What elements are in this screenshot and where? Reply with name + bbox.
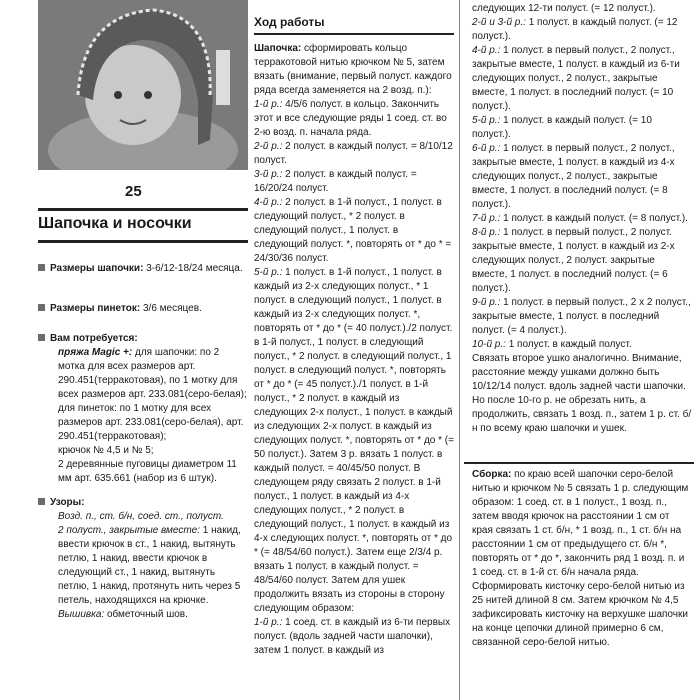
row-key: 6-й р.: [472,143,501,154]
bullet-square-icon [38,264,45,271]
bullet-square-icon [38,304,45,311]
hat-sizes-label: Размеры шапочки: [50,263,144,274]
materials-line: для шапочки: по 2 мотка для всех размеров арт. 290.451(терракотовая), по 1 мотку для всех размеров арт. 233.081(серо-белая); [58,347,247,400]
assembly-section [472,468,692,650]
row-key: 1-й р.: [254,617,283,628]
assembly-rule [464,462,694,464]
hat-intro-text: сформировать кольцо терракотовой нитью крючком № 5, затем вязать (внимание, первый полуст. каждого ряда всегда заменяется на 2 возд. п.): [254,43,452,96]
yarn-label: пряжа Magic +: [58,347,133,358]
title-rule-top [38,208,248,211]
row-key: 5-й р.: [472,115,501,126]
assembly-text: по краю всей шапочки серо-белой нитью и крючком № 5 связать 1 р. следующим образом: 1 соед. ст. в 1 полуст., 1 возд. п., затем вводя крючок на расстоянии 1 см от края связать 1 ст. б/н, * 1 возд. п., 1 ст. б/н на расстоянии 1 см от предыдущего ст. б/н *, повторять от * до *, закончить ряд 1 возд. п. и 1 соед. ст. в 1-й ст. б/н начала ряда. Сформировать кисточку серо-белой нитью из 25 нитей длиной 8 см. Затем крючком № 4,5 зафиксировать кисточку на верхушке шапочки на конце цепочки длиной примерно 6 см, связанной серо-белой нитью. [472,469,689,648]
work-column-2 [254,42,454,658]
pattern-line: Возд. п., ст. б/н, соед. ст., полуст. [58,511,224,522]
hat-intro-label: Шапочка: [254,43,302,54]
row-key: 7-й р.: [472,213,501,224]
booties-sizes-label: Размеры пинеток: [50,303,141,314]
title-rule-bottom [38,240,248,243]
hat-sizes [38,262,248,276]
pattern-term: Вышивка: [58,609,105,620]
assembly-label: Сборка: [472,469,512,480]
row-text: 1 полуст. в первый полуст., 2 полуст., закрытые вместе, 1 полуст. в каждый из 4-х следующих полуст., 2 полуст., закрытые вместе, 1 полуст. в последний полуст. (= 8 полуст.). [472,143,675,210]
pattern-line: 1 накид, ввести крючок в ст., 1 накид, вытянуть петлю, 1 накид, ввести крючок в следующий ст., 1 накид, вытянуть петлю, 1 накид, протянуть нить через 5 петель, находящихся на крючке. [58,525,241,606]
materials-line: для пинеток: по 1 мотку для всех размеров арт. 233.081(серо-белая), арт. 290.451(терракотовая); [58,403,244,442]
row-text: 1 полуст. в первый полуст., 2 х 2 полуст., закрытые вместе, 1 полуст. в последний полуст. (= 4 полуст.). [472,297,691,336]
patterns-section [38,496,248,622]
row-text: 1 соед. ст. в каждый из 6-ти первых полуст. (вдоль задней части шапочки), затем 1 полуст. в каждый из [254,617,451,656]
child-hat-photo [38,0,248,170]
work-heading: Ход работы [254,14,454,35]
row-text: следующих 12-ти полуст. (= 12 полуст.). [472,3,656,14]
row-key: 2-й р.: [254,141,283,152]
hat-sizes-value: 3-6/12-18/24 месяца. [146,263,243,274]
row-text: 1 полуст. в 1-й полуст., 1 полуст. в каждый из 2-х следующих полуст., * 1 полуст. в следующий полуст., 1 полуст. в каждый из 2-х следующих полуст. *, повторять от * до * (= 40 полуст.)./2 полуст. в 1-й полуст., 1 полуст. в следующий полуст., * 2 полуст. в следующий полуст., 1 полуст. в следующий полуст. *, повторять от * до * (= 45 полуст.)./1 полуст. в 1-й полуст., * 2 полуст. в каждый из следующих 2-х полуст., 1 полуст. в каждый из следующих 2-х полуст. в каждый из следующих полуст. *, повторять от * до * (= 50 полуст.). Затем 3 р. вязать 1 полуст. в каждый полуст. = 40/45/50 полуст. В следующем ряду связать 2 полуст. в 1-й полуст., 1 полуст. в каждый из 4-х следующих полуст., * 2 полуст. в следующий полуст., 1 полуст. в каждый из 4-х следующих полуст. *, повторять от * до * (= 48/54/60 полуст.). Затем еще 2/3/4 р. вязать 1 полуст. в каждый полуст. = 48/54/60 полуст. Затем для ушек продолжить вязать из стороны в сторону следующим образом: [254,267,454,614]
hat-illustration [38,0,248,170]
row-key: 1-й р.: [254,99,283,110]
row-key: 3-й р.: [254,169,283,180]
materials-line: крючок № 4,5 и № 5; [58,445,154,456]
row-key: 2-й и 3-й р.: [472,17,526,28]
row-text: 1 полуст. в первый полуст., 2 полуст., закрытые вместе, 1 полуст. в каждый из 6-ти следующих полуст., 2 полуст., закрытые вместе, 1 полуст. в последний полуст. (= 10 полуст.). [472,45,680,112]
row-text: 1 полуст. в каждый полуст. (= 8 полуст.). [503,213,688,224]
work-column-3 [472,2,692,436]
row-text: 1 полуст. в каждый полуст. (= 10 полуст.). [472,115,652,140]
row-key: 10-й р.: [472,339,506,350]
row-text: 2 полуст. в каждый полуст. = 8/10/12 полуст. [254,141,453,166]
bullet-square-icon [38,498,45,505]
materials-label: Вам потребуется: [50,333,138,344]
row-text: Связать второе ушко аналогично. Внимание, расстояние между ушками должно быть 10/12/14 полуст. вдоль задней части шапочки. Но после 10-го р. не обрезать нить, а продолжить, связать 1 возд. п., затем 1 р. ст. б/н по всему краю шапочки и ушек. [472,353,692,434]
booties-sizes [38,302,248,316]
materials-section [38,332,248,486]
row-key: 9-й р.: [472,297,501,308]
patterns-label: Узоры: [50,497,85,508]
row-key: 4-й р.: [254,197,283,208]
column-divider [459,0,460,700]
row-key: 4-й р.: [472,45,501,56]
row-text: 2 полуст. в каждый полуст. = 16/20/24 полуст. [254,169,417,194]
materials-line: 2 деревянные пуговицы диаметром 11 мм арт. 635.661 (набор из 6 штук). [58,459,237,484]
row-text: 2 полуст. в 1-й полуст., 1 полуст. в следующий полуст., * 2 полуст. в следующий полуст., 1 полуст. в следующий полуст. *, повторять от * до * = 24/30/36 полуст. [254,197,452,264]
row-text: 1 полуст. в первый полуст., 2 полуст. закрытые вместе, 1 полуст. в каждый из 2-х следующих полуст., 2 полуст. закрытые вместе, 1 полуст. в последний полуст. (= 6 полуст.). [472,227,675,294]
row-text: 4/5/6 полуст. в кольцо. Закончить этот и все следующие ряды 1 соед. ст. во 2-ю возд. п. начала ряда. [254,99,447,138]
row-text: 1 полуст. в каждый полуст. [508,339,632,350]
row-key: 8-й р.: [472,227,501,238]
row-text: 1 полуст. в каждый полуст. (= 12 полуст.). [472,17,678,42]
row-key: 5-й р.: [254,267,283,278]
bullet-square-icon [38,334,45,341]
booties-sizes-value: 3/6 месяцев. [142,303,202,314]
pattern-term: 2 полуст., закрытые вместе: [58,525,201,536]
page-title: Шапочка и носочки [38,215,192,232]
page-number: 25 [125,183,142,200]
pattern-line: обметочный шов. [106,609,188,620]
